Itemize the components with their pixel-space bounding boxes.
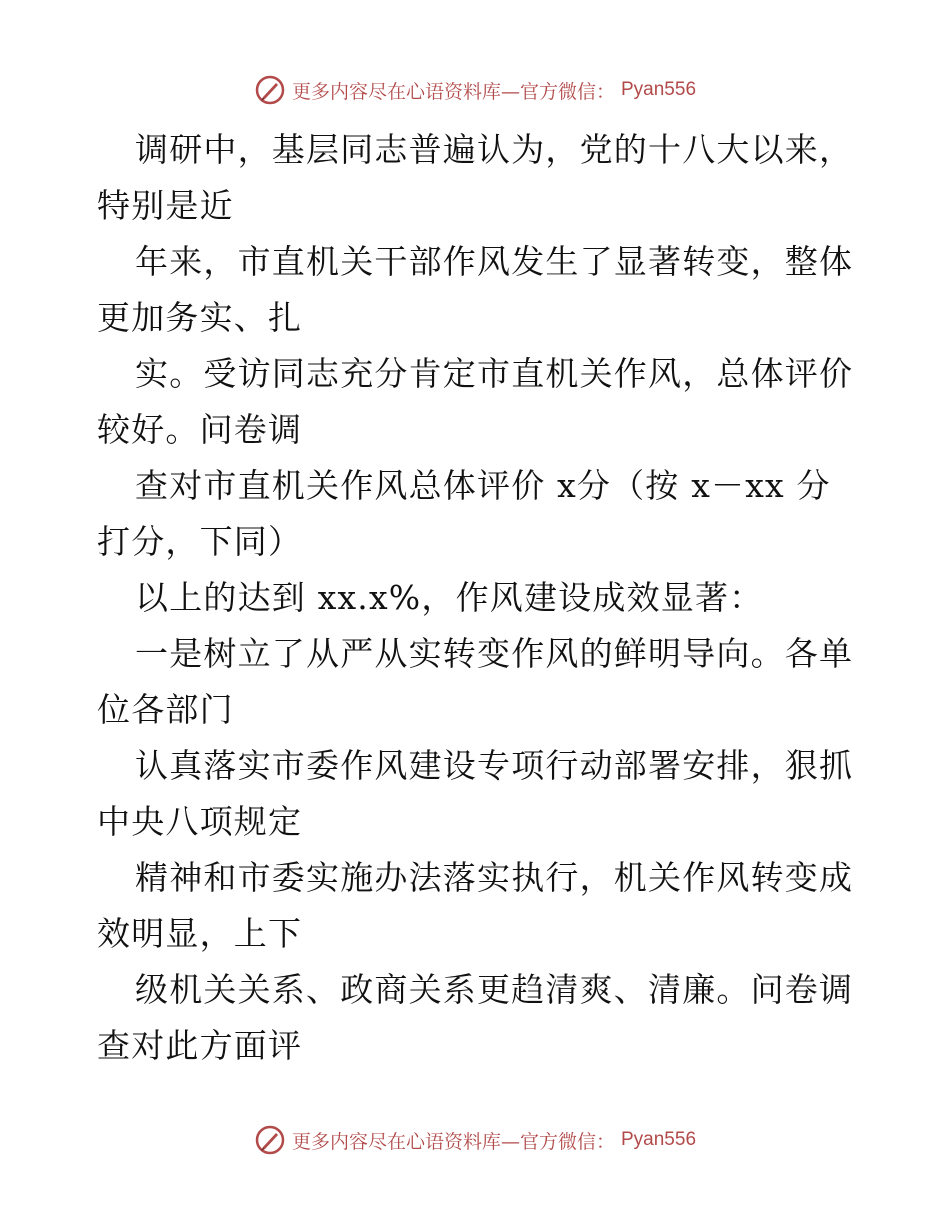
paragraph-line: 认真落实市委作风建设专项行动部署安排，狠抓 <box>135 746 854 785</box>
paragraph-line: 中央八项规定 <box>97 802 303 841</box>
footer-watermark-banner <box>0 1122 950 1158</box>
quill-logo-icon <box>254 74 286 106</box>
paragraph-line: 打分，下同） <box>97 522 303 561</box>
paragraph-line: 调研中，基层同志普遍认为，党的十八大以来， <box>135 130 854 169</box>
paragraph-line: 更加务实、扎 <box>97 298 303 337</box>
paragraph-line: 级机关关系、政商关系更趋清爽、清廉。问卷调 <box>135 970 854 1009</box>
paragraph-line: 一是树立了从严从实转变作风的鲜明导向。各单 <box>135 634 854 673</box>
paragraph-line: 位各部门 <box>97 690 234 729</box>
document-body <box>97 122 857 1074</box>
header-banner-handle: Pyan556 <box>621 79 697 100</box>
paragraph-line: 较好。问卷调 <box>97 410 303 449</box>
paragraph-line: 查对市直机关作风总体评价 x分（按 x－xx 分 <box>135 466 831 505</box>
paragraph-line: 年来，市直机关干部作风发生了显著转变，整体 <box>135 242 854 281</box>
paragraph-line: 查对此方面评 <box>97 1026 303 1065</box>
paragraph-line: 效明显，上下 <box>97 914 303 953</box>
header-banner-text: 更多内容尽在心语资料库—官方微信： <box>291 80 615 103</box>
paragraph-line: 以上的达到 xx.x%，作风建设成效显著： <box>135 578 764 617</box>
footer-banner-handle: Pyan556 <box>621 1129 697 1150</box>
paragraph-line: 实。受访同志充分肯定市直机关作风，总体评价 <box>135 354 854 393</box>
quill-logo-icon <box>254 1124 286 1156</box>
header-watermark-banner <box>0 72 950 108</box>
paragraph-line: 精神和市委实施办法落实执行，机关作风转变成 <box>135 858 854 897</box>
footer-banner-text: 更多内容尽在心语资料库—官方微信： <box>291 1130 615 1153</box>
paragraph-line: 特别是近 <box>97 186 234 225</box>
